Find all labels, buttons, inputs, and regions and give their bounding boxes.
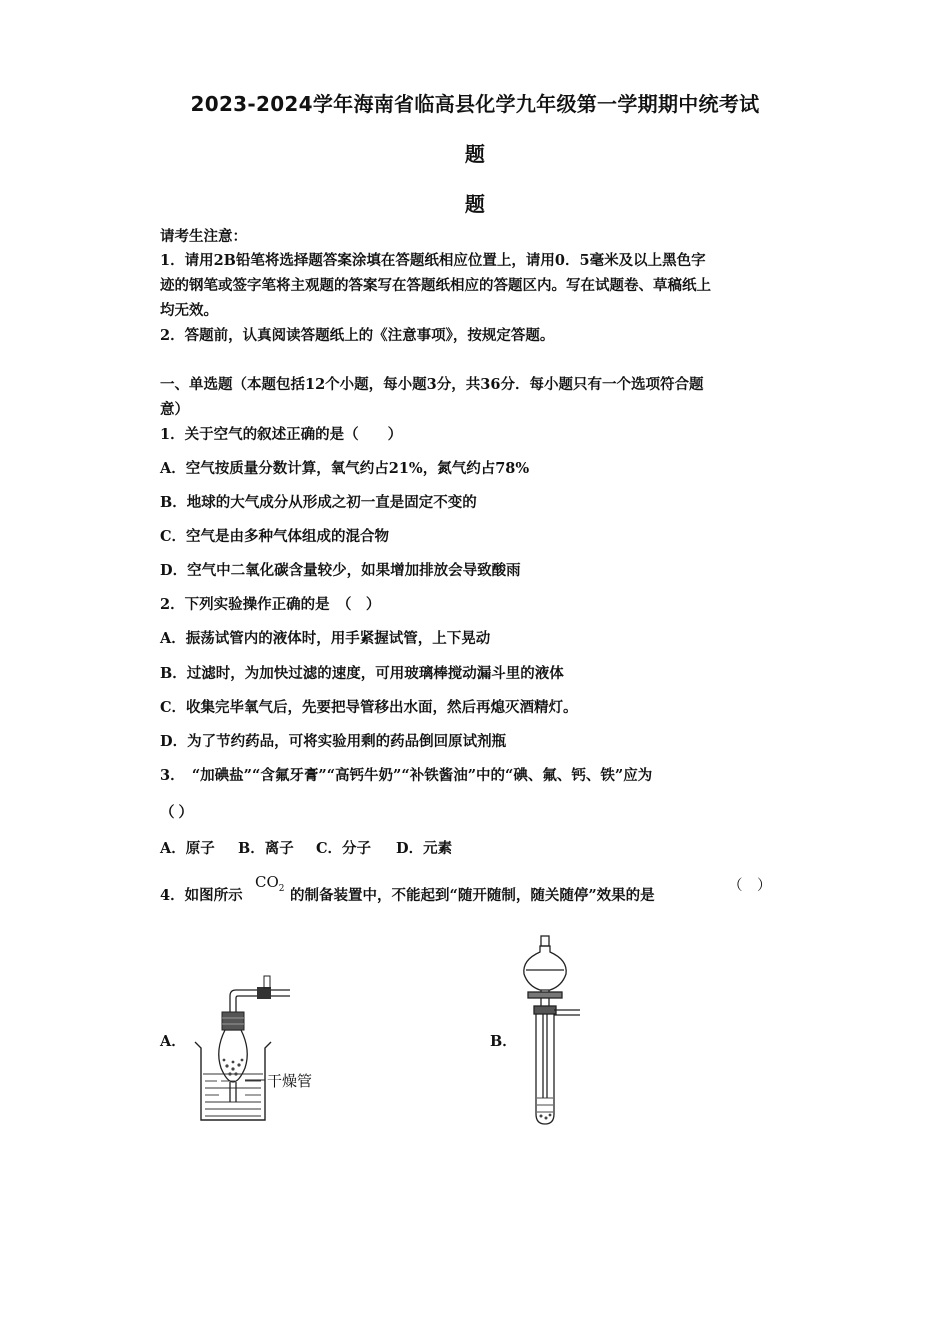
- co2-formula: [255, 873, 285, 894]
- question-4-answer-paren: （ ）: [728, 878, 772, 894]
- question-2-option-a: A．振荡试管内的液体时，用手紧握试管，上下晃动: [160, 630, 491, 647]
- apparatus-a-diagram: [185, 970, 345, 1130]
- question-2-option-c: C．收集完毕氧气后，先要把导管移出水面，然后再熄灭酒精灯。: [160, 699, 578, 716]
- drying-tube-caption: 干燥管: [267, 1072, 313, 1090]
- page-title-repeat: 题: [464, 192, 486, 216]
- notice-item-1-line-1: 1．请用2B铅笔将选择题答案涂填在答题纸相应位置上，请用0．5毫米及以上黑色字: [160, 252, 706, 269]
- drying-tube-granules: [223, 1059, 244, 1076]
- co2-formula-main: CO: [255, 873, 279, 891]
- clamp: [257, 976, 271, 999]
- page-title-continued: 题: [464, 142, 486, 166]
- apparatus-b-diagram: [510, 930, 600, 1130]
- section-heading-line-2: 意）: [160, 401, 189, 418]
- page-title: 2023-2024学年海南省临高县化学九年级第一学期期中统考试: [190, 92, 760, 116]
- question-1-option-c: C．空气是由多种气体组成的混合物: [160, 528, 390, 545]
- stopper: [222, 1012, 244, 1030]
- question-3-stem-line-2: （）: [160, 804, 197, 821]
- co2-formula-subscript: 2: [278, 884, 285, 894]
- question-2-option-d: D．为了节约药品，可将实验用剩的药品倒回原试剂瓶: [160, 733, 507, 750]
- question-1-option-d: D．空气中二氧化碳含量较少，如果增加排放会导致酸雨: [160, 562, 521, 579]
- question-3-option-d: D．元素: [396, 840, 453, 857]
- test-tube-liquid: [537, 1098, 553, 1112]
- question-4-stem-start: 4．如图所示: [160, 887, 243, 904]
- notice-heading: 请考生注意：: [160, 228, 247, 245]
- test-tube: [534, 1006, 580, 1124]
- question-1-option-b: B．地球的大气成分从形成之初一直是固定不变的: [160, 494, 477, 511]
- notice-item-2: 2．答题前，认真阅读答题纸上的《注意事项》，按规定答题。: [160, 327, 555, 344]
- question-3-option-b: B．离子: [238, 840, 294, 857]
- question-3-option-a: A．原子: [160, 840, 215, 857]
- separatory-funnel: [524, 936, 566, 1006]
- question-1-option-a: A．空气按质量分数计算，氧气约占21%，氮气约占78%: [160, 460, 530, 477]
- drying-tube: [219, 1030, 248, 1102]
- question-3-stem-line-1: 3． “加碘盐”“含氟牙膏”“高钙牛奶”“补铁酱油”中的“碘、氟、钙、铁”应为: [160, 767, 653, 784]
- section-heading-line-1: 一、单选题（本题包括12个小题，每小题3分，共36分．每小题只有一个选项符合题: [160, 376, 704, 393]
- figure-a-label: A．: [160, 1033, 186, 1050]
- figure-b-label: B．: [490, 1033, 517, 1050]
- notice-item-1-line-2: 迹的钢笔或签字笔将主观题的答案写在答题纸相应的答题区内。写在试题卷、草稿纸上: [160, 277, 711, 294]
- question-3-option-c: C．分子: [316, 840, 372, 857]
- notice-item-1-line-3: 均无效。: [160, 302, 218, 319]
- question-2-stem: 2．下列实验操作正确的是 （ ）: [160, 596, 381, 613]
- question-2-option-b: B．过滤时，为加快过滤的速度，可用玻璃棒搅动漏斗里的液体: [160, 665, 564, 682]
- question-4-stem-end: 的制备装置中，不能起到“随开随制，随关随停”效果的是: [290, 887, 655, 904]
- question-1-stem: 1．关于空气的叙述正确的是（ ）: [160, 426, 403, 443]
- solid-granules: [540, 1114, 552, 1120]
